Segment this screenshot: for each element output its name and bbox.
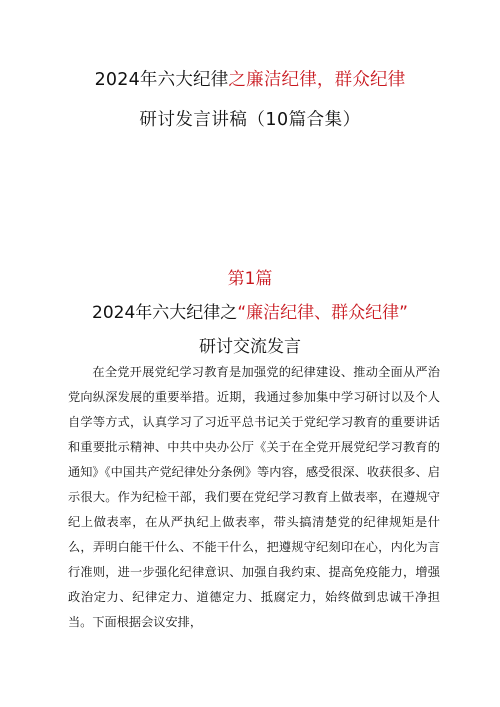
document-title bbox=[0, 66, 500, 91]
document-subtitle: 研讨发言讲稿（10篇合集） bbox=[139, 110, 361, 130]
part-label: 第1篇 bbox=[227, 269, 273, 289]
part-title-prefix: 2024年六大纪律之 bbox=[92, 303, 238, 323]
document-title-prefix: 2024年六大纪律 bbox=[94, 70, 229, 90]
body-paragraph: 在全党开展党纪学习教育是加强党的纪律建设、推动全面从严治党向纵深发展的重要举措。近期，我通过参加集中学习研讨以及个人自学等方式，认真学习了习近平总书记关于党纪学习教育的重要讲话和重要批示精神、中共中央办公厅《关于在全党开展党纪学习教育的通知》《中国共产党纪律处分条例》等内容，感受很深、收获很多、启示很大。作为纪检干部，我们要在党纪学习教育上做表率，在遵规守纪上做表率，在从严执纪上做表率，带头搞清楚党的纪律规矩是什么，弄明白能干什么、不能干什么，把遵规守纪刻印在心，内化为言行准则，进一步强化纪律意识、加强自我约束、提高免疫能力，增强政治定力、纪律定力、道德定力、抵腐定力，始终做到忠诚干净担当。下面根据会议安排， bbox=[68, 365, 440, 629]
part-title bbox=[0, 298, 500, 323]
part-title-highlight: “廉洁纪律、群众纪律” bbox=[237, 303, 408, 323]
part-subtitle: 研讨交流发言 bbox=[199, 337, 301, 357]
document-title-highlight: 之廉洁纪律，群众纪律 bbox=[228, 70, 406, 90]
